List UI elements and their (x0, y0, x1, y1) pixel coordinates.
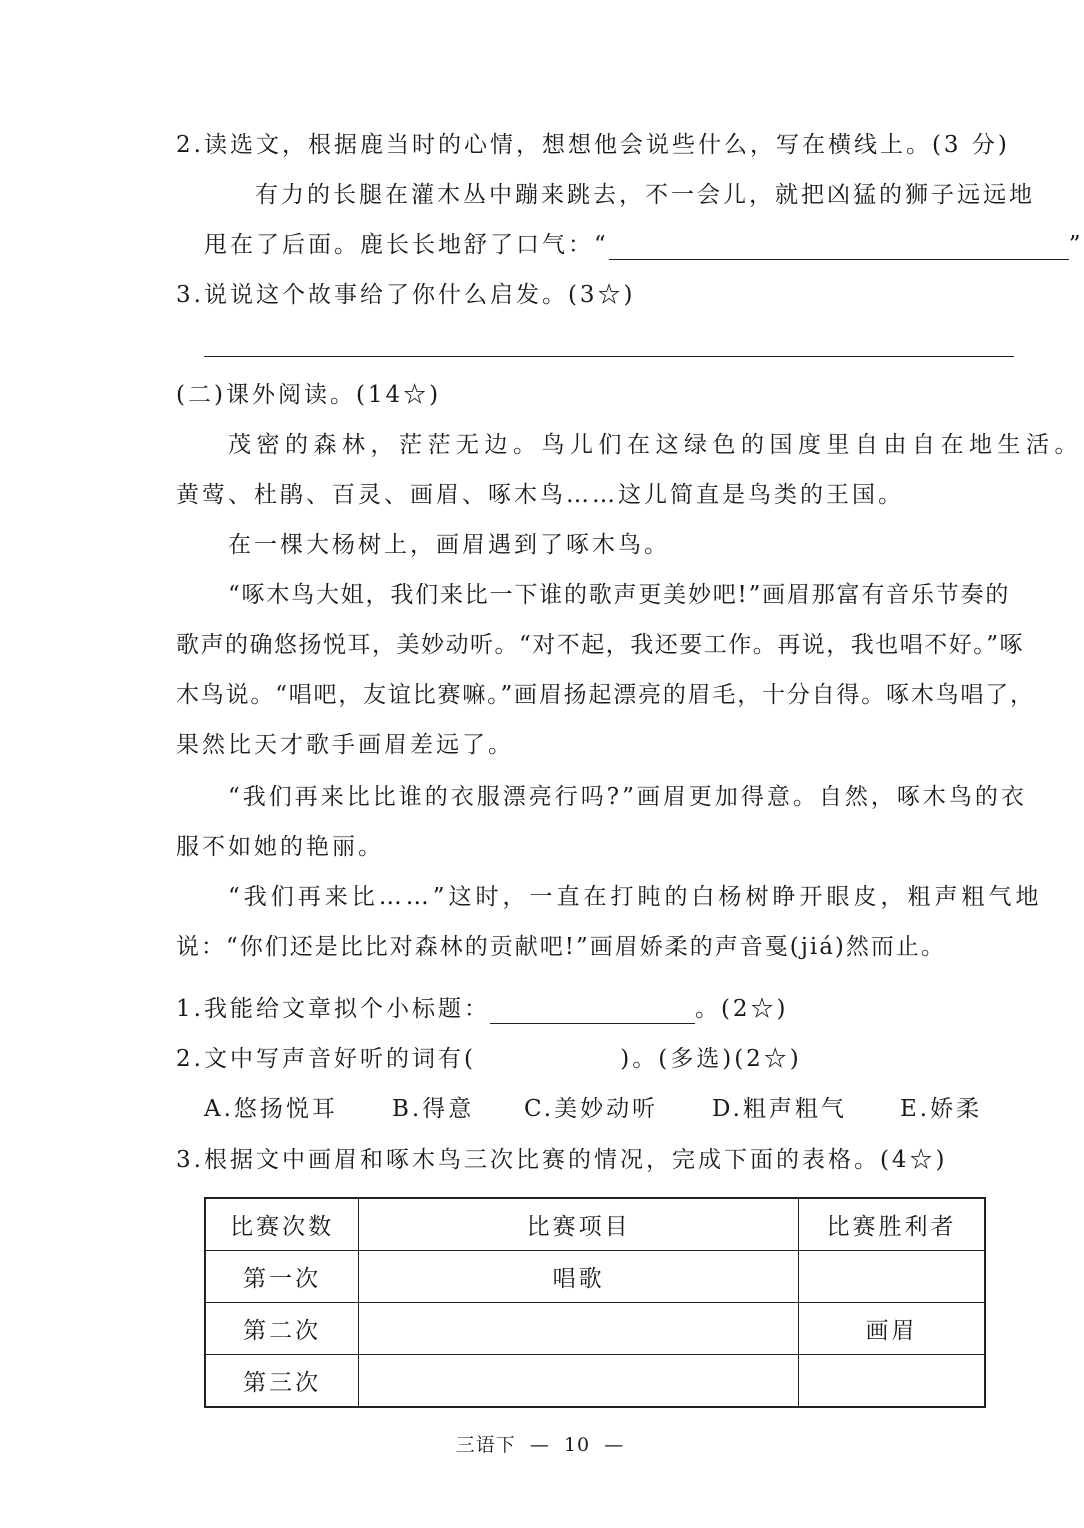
option-c[interactable]: C.美妙动听 (524, 1096, 659, 1122)
paragraph-line: “我们再来比比谁的衣服漂亮行吗?”画眉更加得意。自然，啄木鸟的衣 (228, 784, 1027, 810)
question-3-title: 3.说说这个故事给了你什么启发。(3☆) (176, 282, 636, 308)
paragraph-line: “我们再来比……”这时，一直在打盹的白杨树睁开眼皮，粗声粗气地 (228, 884, 1043, 910)
paragraph-line: 果然比天才歌手画眉差远了。 (176, 732, 514, 758)
question-1 (176, 994, 789, 1024)
question-2-title: 2.读选文，根据鹿当时的心情，想想他会说些什么，写在横线上。(3 分) (176, 132, 1010, 158)
cell-winner: 画眉 (798, 1303, 985, 1355)
competition-table (204, 1197, 986, 1408)
header-event: 比赛项目 (359, 1198, 799, 1251)
answer-line-inspiration[interactable] (204, 356, 1014, 357)
paragraph-line: 服不如她的艳丽。 (176, 834, 384, 860)
table-header-row (205, 1198, 985, 1251)
cell-winner-blank[interactable] (798, 1355, 985, 1408)
paragraph-line: 黄莺、杜鹃、百灵、画眉、啄木鸟……这儿简直是鸟类的王国。 (176, 482, 904, 508)
cell-winner-blank[interactable] (798, 1251, 985, 1303)
cell-round: 第一次 (205, 1251, 359, 1303)
table-row (205, 1355, 985, 1408)
cell-event-blank[interactable] (359, 1355, 799, 1408)
paragraph-line: 说：“你们还是比比对森林的贡献吧!”画眉娇柔的声音戛(jiá)然而止。 (176, 934, 946, 960)
section-2-heading: (二)课外阅读。(14☆) (176, 382, 442, 408)
cell-round: 第二次 (205, 1303, 359, 1355)
passage-line-2 (204, 230, 1084, 260)
paragraph-line: 在一棵大杨树上，画眉遇到了啄木鸟。 (228, 532, 670, 558)
cell-event: 唱歌 (359, 1251, 799, 1303)
answer-blank-title[interactable] (490, 999, 695, 1024)
header-winner: 比赛胜利者 (798, 1198, 985, 1251)
paragraph-line: 木鸟说。“唱吧，友谊比赛嘛。”画眉扬起漂亮的眉毛，十分自得。啄木鸟唱了， (176, 682, 1035, 708)
question-1-suffix: 。(2☆) (694, 996, 789, 1022)
table-row (205, 1303, 985, 1355)
closing-quote: ” (1068, 232, 1084, 258)
option-b[interactable]: B.得意 (392, 1096, 475, 1122)
cell-event-blank[interactable] (359, 1303, 799, 1355)
paragraph-line: 茂密的森林，茫茫无边。鸟儿们在这绿色的国度里自由自在地生活。 (228, 432, 1083, 458)
paragraph-line: “啄木鸟大姐，我们来比一下谁的歌声更美妙吧!”画眉那富有音乐节奏的 (228, 582, 1011, 608)
page-footer: 三语下 — 10 — (455, 1434, 625, 1456)
passage-line-1: 有力的长腿在灌木丛中蹦来跳去，不一会儿，就把凶猛的狮子远远地 (255, 182, 1035, 208)
header-round: 比赛次数 (205, 1198, 359, 1251)
option-e[interactable]: E.娇柔 (900, 1096, 983, 1122)
paragraph-line: 歌声的确悠扬悦耳，美妙动听。“对不起，我还要工作。再说，我也唱不好。”啄 (176, 632, 1025, 658)
passage-line-2-text: 甩在了后面。鹿长长地舒了口气：“ (204, 232, 609, 258)
cell-round: 第三次 (205, 1355, 359, 1408)
option-d[interactable]: D.粗声粗气 (712, 1096, 847, 1122)
table-row (205, 1251, 985, 1303)
question-1-prefix: 1.我能给文章拟个小标题： (176, 996, 490, 1022)
question-3-table-instruction: 3.根据文中画眉和啄木鸟三次比赛的情况，完成下面的表格。(4☆) (176, 1147, 948, 1173)
option-a[interactable]: A.悠扬悦耳 (204, 1096, 338, 1122)
answer-blank-deer-words[interactable] (609, 235, 1069, 260)
question-2-words: 2.文中写声音好听的词有( )。(多选)(2☆) (176, 1046, 802, 1072)
